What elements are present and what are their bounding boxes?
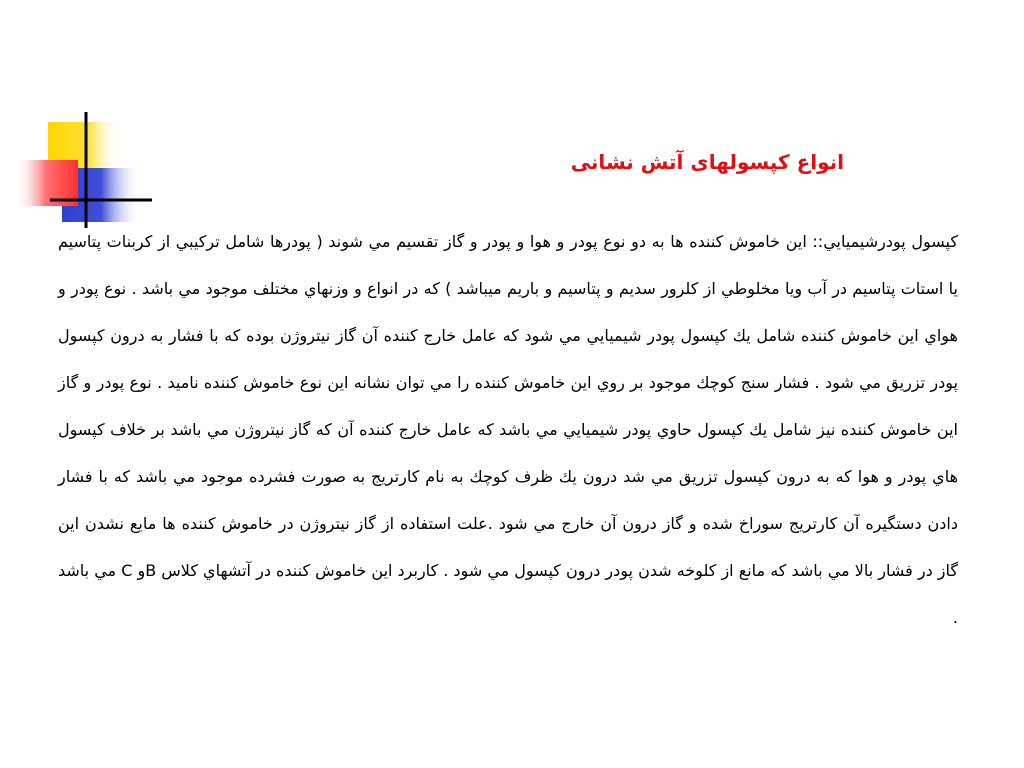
slide-body-text: کپسول پودرشیمیایي:: این خاموش کننده ها به دو نوع پودر و هوا و پودر و گاز تقسیم مي شوند ( پودرها شامل ترکیبي از کربنات پتاسیم یا استات پتاسیم در آب ویا مخلوطي از کلرور سدیم و پتاسیم و باریم میباشد ) که در انواع و وزنهاي مختلف موجود مي باشد . نوع پودر و هواي این خاموش کننده شامل يك کپسول پودر شیمیایي مي شود که عامل خارج کننده آن گاز نیتروژن بوده که با فشار به درون کپسول پودر تزريق مي شود . فشار سنج کوچك موجود بر روي این خاموش کننده را مي توان نشانه این نوع خاموش کننده نامید . نوع پودر و گاز این خاموش کننده نیز شامل يك کپسول حاوي پودر شیمیایي مي باشد که عامل خارج کننده آن که گاز نیتروژن مي باشد بر خلاف کپسول هاي پودر و هوا که به درون کپسول تزريق مي شد درون يك ظرف کوچك به نام کارتريج به صورت فشرده موجود مي باشد که با فشار دادن دستگیره آن کارتريج سوراخ شده و گاز درون آن خارج مي شود .علت استفاده از گاز نیتروژن در خاموش کننده ها مايع نشدن این گاز در فشار بالا مي باشد که مانع از کلوخه شدن پودر درون کپسول مي شود . کاربرد این خاموش کننده در آتشهاي کلاس Bو C مي باشد . (58, 232, 958, 627)
decorative-squares (0, 0, 160, 240)
slide-title: انواع کپسولهای آتش نشانی (570, 150, 844, 174)
